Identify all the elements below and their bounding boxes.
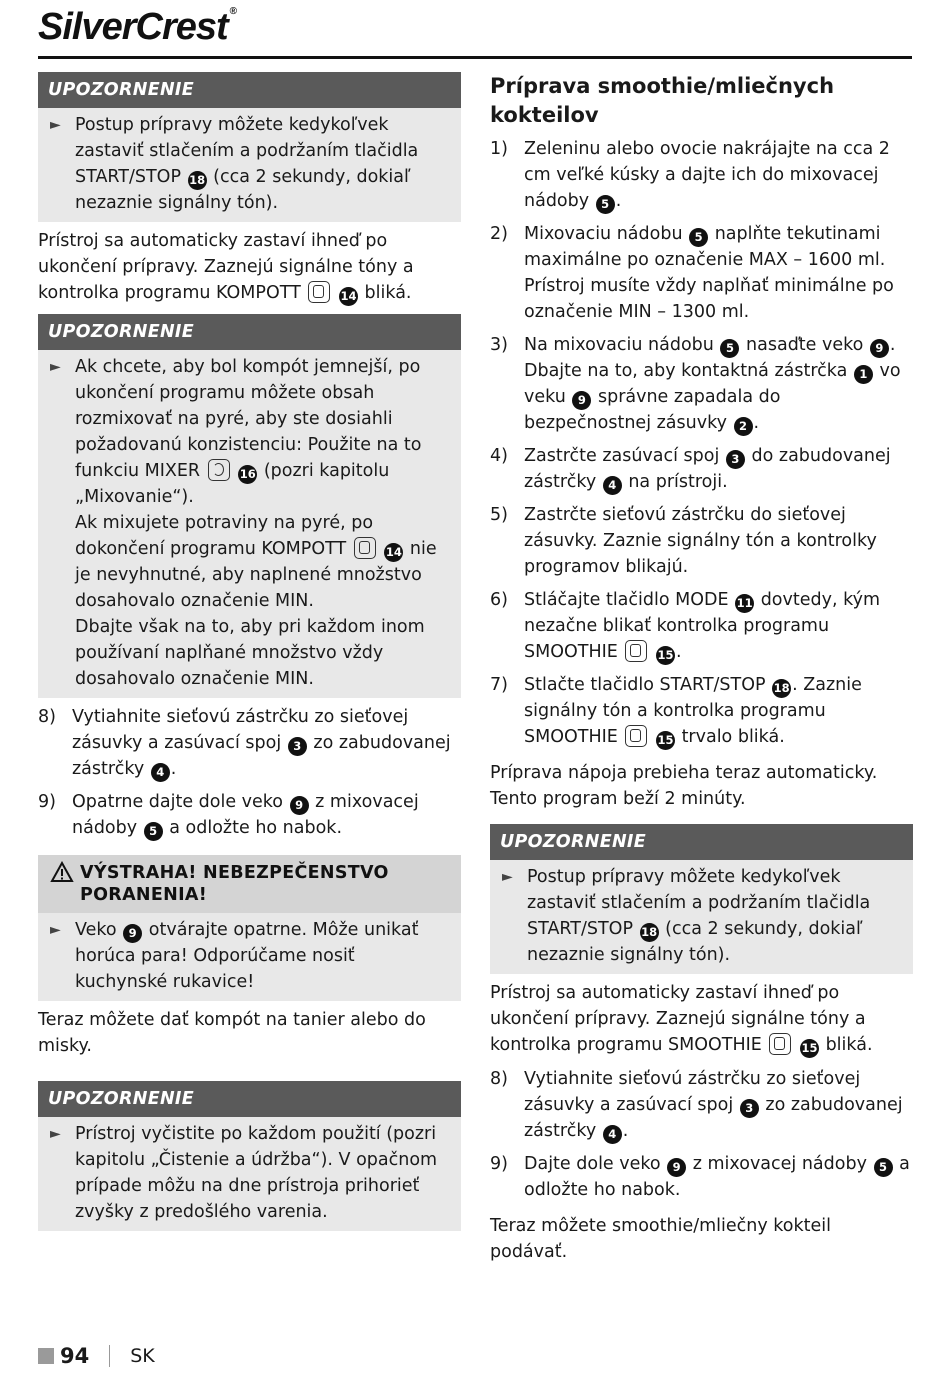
list-item: 6) Stláčajte tlačidlo MODE 11 dovtedy, kým nezačne blikať kontrolka programu SMOOTHIE 15 . <box>490 587 913 665</box>
arrow-icon: ► <box>502 869 513 885</box>
note-heading: UPOZORNENIE <box>490 824 913 860</box>
language-code: SK <box>130 1345 155 1367</box>
note-bullet: ► Ak chcete, aby bol kompót jemnejší, po ukončení programu môžete obsah rozmixovať na pyré, aby ste dosiahli požadovanú konzistenciu: Použite na to funkciu MIXER 16 (pozri kapitolu „Mixovanie“). Ak mixujete potraviny na pyré, po dokončení programu KOMPOTT 14 nie je nevyhnutné, aby naplnené množstvo dosahovalo označenie MIN. Dbajte však na to, aby pri každom inom používaní naplňané množstvo vždy dosahovalo označenie MIN. <box>48 354 451 692</box>
paragraph: Prístroj sa automaticky zastaví ihneď po ukončení prípravy. Zaznejú signálne tóny a kontrolka programu SMOOTHIE 15 bliká. <box>490 980 913 1058</box>
smoothie-button-icon <box>625 640 647 662</box>
steps-list <box>38 704 461 841</box>
note-bullet: ► Postup prípravy môžete kedykoľvek zastaviť stlačením a podržaním tlačidla START/STOP 18 (cca 2 sekundy, dokiaľ nezaznie signálny tón). <box>48 112 451 216</box>
mixer-button-icon <box>208 459 230 481</box>
list-item: 4) Zastrčte zasúvací spoj 3 do zabudovanej zástrčky 4 na prístroji. <box>490 443 913 495</box>
warning-triangle-icon <box>50 861 74 883</box>
note-bullet: ► Postup prípravy môžete kedykoľvek zastaviť stlačením a podržaním tlačidla START/STOP 18 (cca 2 sekundy, dokiaľ nezaznie signálny tón). <box>500 864 903 968</box>
kompott-button-icon <box>354 537 376 559</box>
note-bullet: ► Prístroj vyčistite po každom použití (pozri kapitolu „Čistenie a údržba“). V opačnom prípade môžu na dne prístroja prihorieť zvyšky z predošlého varenia. <box>48 1121 451 1225</box>
list-item: 8) Vytiahnite sieťovú zástrčku zo sieťovej zásuvky a zasúvací spoj 3 zo zabudovanej zástrčky 4 . <box>38 704 461 782</box>
warning-bullet: ► Veko 9 otvárajte opatrne. Môže unikať horúca para! Odporúčame nosiť kuchynské rukavice! <box>48 917 451 995</box>
kompott-button-icon <box>308 281 330 303</box>
list-item: 8) Vytiahnite sieťovú zástrčku zo sieťovej zásuvky a zasúvací spoj 3 zo zabudovanej zástrčky 4 . <box>490 1066 913 1144</box>
paragraph: Teraz môžete dať kompót na tanier alebo do misky. <box>38 1010 426 1056</box>
arrow-icon: ► <box>50 922 61 938</box>
reference-number: 18 <box>188 171 207 190</box>
steps-list <box>490 136 913 750</box>
list-item: 1) Zeleninu alebo ovocie nakrájajte na cca 2 cm veľké kúsky a dajte ich do mixovacej nádoby 5 . <box>490 136 913 214</box>
list-item: 5) Zastrčte sieťovú zástrčku do sieťovej zásuvky. Zaznie signálny tón a kontrolky programov blikajú. <box>490 505 877 577</box>
paragraph: Teraz môžete smoothie/mliečny kokteil podávať. <box>490 1216 831 1262</box>
page-number: 94 <box>60 1344 90 1368</box>
divider <box>109 1345 110 1367</box>
arrow-icon: ► <box>50 359 61 375</box>
square-icon <box>38 1348 54 1364</box>
arrow-icon: ► <box>50 1126 61 1142</box>
page-footer <box>38 1344 155 1368</box>
brand-logo: SilverCrest ® <box>38 6 237 48</box>
note-box <box>490 824 913 974</box>
smoothie-button-icon <box>769 1033 791 1055</box>
arrow-icon: ► <box>50 117 61 133</box>
warning-box <box>38 855 461 1001</box>
note-heading: UPOZORNENIE <box>38 72 461 108</box>
smoothie-button-icon <box>625 725 647 747</box>
note-box <box>38 72 461 222</box>
header-rule <box>38 56 912 59</box>
right-column <box>490 72 913 1273</box>
note-heading: UPOZORNENIE <box>38 314 461 350</box>
paragraph: Príprava nápoja prebieha teraz automaticky. Tento program beží 2 minúty. <box>490 763 878 809</box>
note-box <box>38 1081 461 1231</box>
list-item: 7) Stlačte tlačidlo START/STOP 18 . Zaznie signálny tón a kontrolka programu SMOOTHIE 15 trvalo bliká. <box>490 672 913 750</box>
list-item: 3) Na mixovaciu nádobu 5 nasaďte veko 9 . Dbajte na to, aby kontaktná zástrčka 1 vo veku 9 správne zapadala do bezpečnostnej zásuvky 2 . <box>490 332 913 436</box>
note-heading: UPOZORNENIE <box>38 1081 461 1117</box>
paragraph: Prístroj sa automaticky zastaví ihneď po ukončení prípravy. Zaznejú signálne tóny a kontrolka programu KOMPOTT 14 bliká. <box>38 228 461 306</box>
warning-heading: VÝSTRAHA! NEBEZPEČENSTVO PORANENIA! <box>38 855 461 913</box>
steps-list <box>490 1066 913 1203</box>
section-title: Príprava smoothie/mliečnych kokteilov <box>490 74 835 127</box>
list-item: 9) Dajte dole veko 9 z mixovacej nádoby 5 a odložte ho nabok. <box>490 1154 910 1200</box>
note-box <box>38 314 461 698</box>
left-column <box>38 72 461 1237</box>
list-item: 9) Opatrne dajte dole veko 9 z mixovacej nádoby 5 a odložte ho nabok. <box>38 789 461 841</box>
list-item: 2) Mixovaciu nádobu 5 naplňte tekutinami maximálne po označenie MAX – 1600 ml. Prístroj musíte vždy naplňať minimálne po označenie MIN – 1300 ml. <box>490 224 894 322</box>
